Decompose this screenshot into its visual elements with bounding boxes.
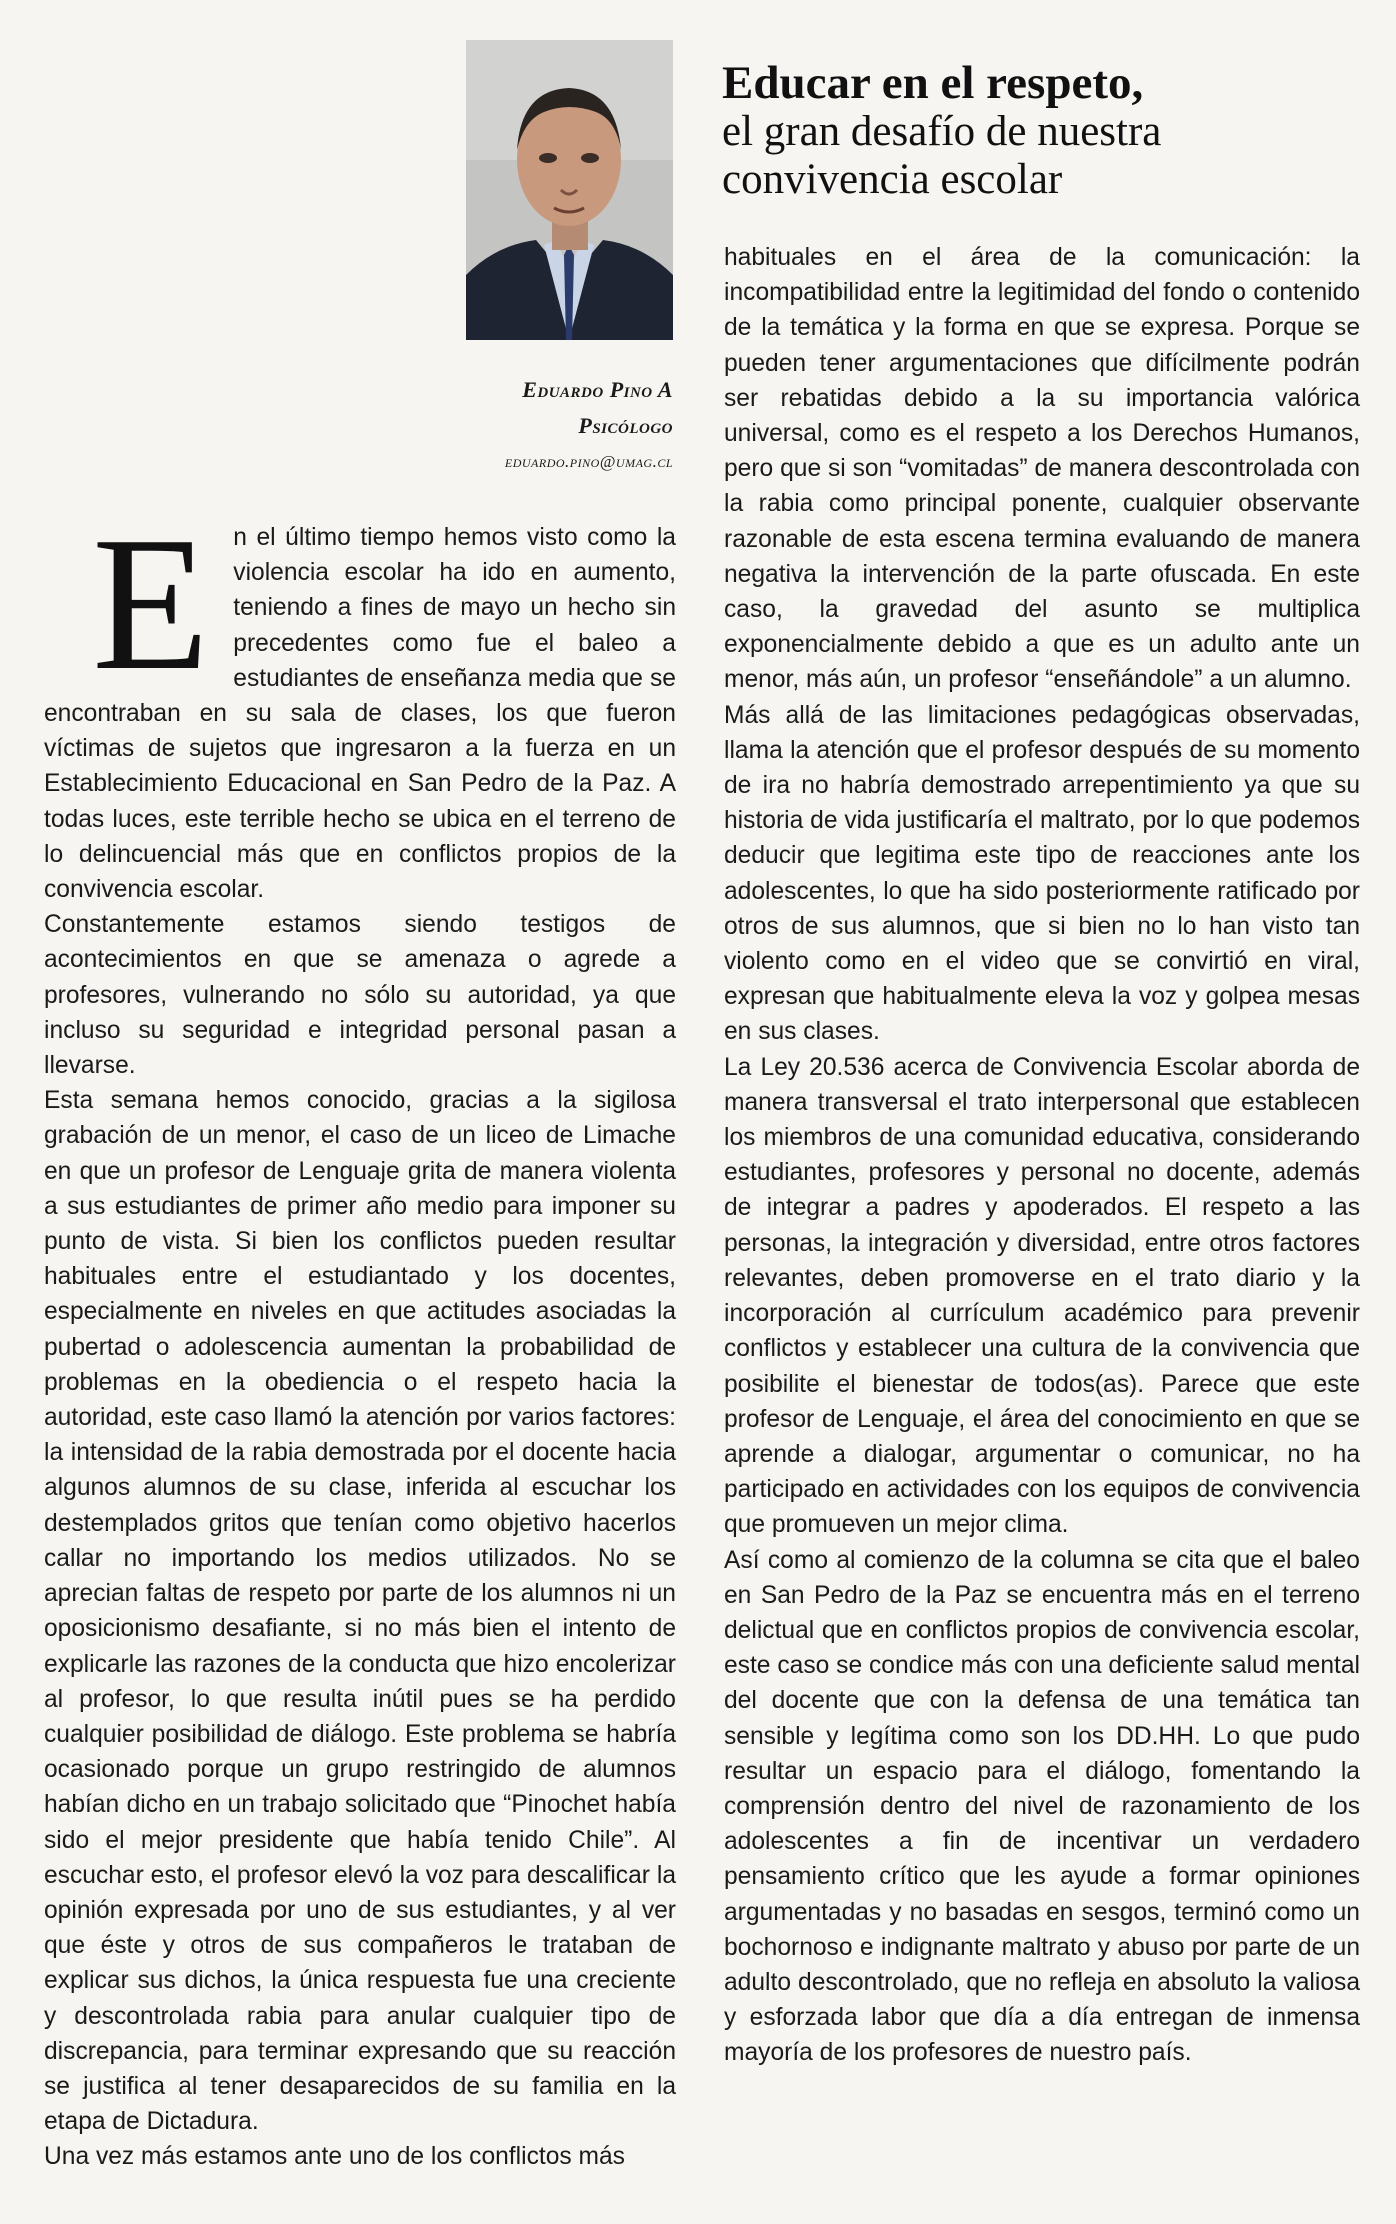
author-email: eduardo.pino@umag.cl — [504, 452, 673, 471]
drop-cap: E — [92, 497, 210, 710]
paragraph: Así como al comienzo de la columna se cita que el baleo en San Pedro de la Paz se encuentra más en el terreno delictual que en conflictos propios de convivencia escolar, este caso se condice más con una deficiente salud mental del docente que con la defensa de una temática tan sensible y legítima como son los DD.HH. Lo que pudo resultar un espacio para el diálogo, fomentando la comprensión dentro del nivel de razonamiento de los adolescentes a fin de incentivar un verdadero pensamiento crítico que les ayude a formar opiniones argumentadas y no basadas en sesgos, terminó como un bochornoso e indignante maltrato y abuso por parte de un adulto descontrolado, que no refleja en absoluto la valiosa y esforzada labor que día a día entregan de inmensa mayoría de los profesores de nuestro país. — [724, 1546, 1360, 2067]
headline-sub-line-2: convivencia escolar — [722, 156, 1063, 203]
headline-sub-line-1: el gran desafío de nuestra — [722, 108, 1162, 155]
author-photo — [466, 40, 673, 340]
paragraph: habituales en el área de la comunicación: la incompatibilidad entre la legitimidad del fondo o contenido de la temática y la forma en que se expresa. Porque se pueden tener argumentaciones que difícilmente podrán ser rebatidas debido a la su importancia valórica universal, como es el respeto a los Derechos Humanos, pero que si son “vomitadas” de manera descontrolada con la rabia como principal ponente, cualquier observante razonable de esta escena termina evaluando de manera negativa la intervención de la parte ofuscada. En este caso, la gravedad del asunto se multiplica exponencialmente debido a que es un adulto ante un menor, más aún, un profesor “enseñándole” a un alumno. — [724, 244, 1360, 694]
headline-main: Educar en el respeto, — [722, 57, 1144, 109]
paragraph: Una vez más estamos ante uno de los conflictos más — [44, 2143, 625, 2171]
author-portrait-image — [466, 40, 673, 340]
article-column-left — [44, 497, 676, 2175]
paragraph: Constantemente estamos siendo testigos de acontecimientos en que se amenaza o agrede a profesores, vulnerando no sólo su autoridad, ya que incluso su seguridad e integridad personal pasan a llevarse. — [44, 911, 676, 1080]
paragraph: Más allá de las limitaciones pedagógicas observadas, llama la atención que el profesor después de su momento de ira no habría demostrado arrepentimiento ya que su historia de vida justificaría el maltrato, por lo que podemos deducir que legitima este tipo de reacciones ante los adolescentes, lo que ha sido posteriormente ratificado por otros de sus alumnos, que si bien no lo han visto tan violento como en el video que se convirtió en viral, expresan que habitualmente eleva la voz y golpea mesas en sus clases. — [724, 701, 1360, 1046]
paragraph: Esta semana hemos conocido, gracias a la sigilosa grabación de un menor, el caso de un liceo de Limache en que un profesor de Lenguaje grita de manera violenta a sus estudiantes de primer año medio para imponer su punto de vista. Si bien los conflictos pueden resultar habituales entre el estudiantado y los docentes, especialmente en niveles en que actitudes asociadas la pubertad o adolescencia aumentan la probabilidad de problemas en la obediencia o el respeto hacia la autoridad, este caso llamó la atención por varios factores: la intensidad de la rabia demostrada por el docente hacia algunos alumnos de su clase, inferida al escuchar los destemplados gritos que tenían como objetivo hacerlos callar no importando los medios utilizados. No se aprecian faltas de respeto por parte de los alumnos ni un oposicionismo desafiante, si no más bien el intento de explicarle las razones de la conducta que hizo encolerizar al profesor, lo que resulta inútil pues se ha perdido cualquier posibilidad de diálogo. Este problema se habría ocasionado porque un grupo restringido de alumnos habían dicho en un trabajo solicitado que “Pinochet había sido el mejor presidente que había tenido Chile”. Al escuchar esto, el profesor elevó la voz para descalificar la opinión expresada por uno de sus estudiantes, y al ver que éste y otros de sus compañeros le trataban de explicar sus dichos, la única respuesta fue una creciente y descontrolada rabia para anular cualquier tipo de discrepancia, para terminar expresando que su reacción se justifica al tener desaparecidos de su familia en la etapa de Dictadura. — [44, 1087, 676, 2136]
article-column-right — [724, 240, 1360, 2071]
author-byline — [505, 372, 673, 480]
author-name: Eduardo Pino A — [522, 377, 673, 402]
article-headline — [722, 58, 1372, 204]
paragraph: n el último tiempo hemos visto como la violencia escolar ha ido en aumento, teniendo a fines de mayo un hecho sin precedentes como fue el baleo a estudiantes de enseñanza media que se encontraban en su sala de clases, los que fueron víctimas de sujetos que ingresaron a la fuerza en un Establecimiento Educacional en San Pedro de la Paz. A todas luces, este terrible hecho se ubica en el terreno de lo delincuencial más que en conflictos propios de la convivencia escolar. — [44, 524, 676, 904]
author-role: Psicólogo — [578, 413, 673, 438]
paragraph: La Ley 20.536 acerca de Convivencia Escolar aborda de manera transversal el trato interpersonal que establecen los miembros de una comunidad educativa, considerando estudiantes, profesores y personal no docente, además de integrar a padres y apoderados. El respeto a las personas, la integración y diversidad, entre otros factores relevantes, deben promoverse en el trato diario y la incorporación al currículum académico para prevenir conflictos y establecer una cultura de la convivencia que posibilite el bienestar de todos(as). Parece que este profesor de Lenguaje, el área del conocimiento en que se aprende a dialogar, argumentar o comunicar, no ha participado en actividades con los equipos de convivencia que promueven un mejor clima. — [724, 1053, 1360, 1539]
